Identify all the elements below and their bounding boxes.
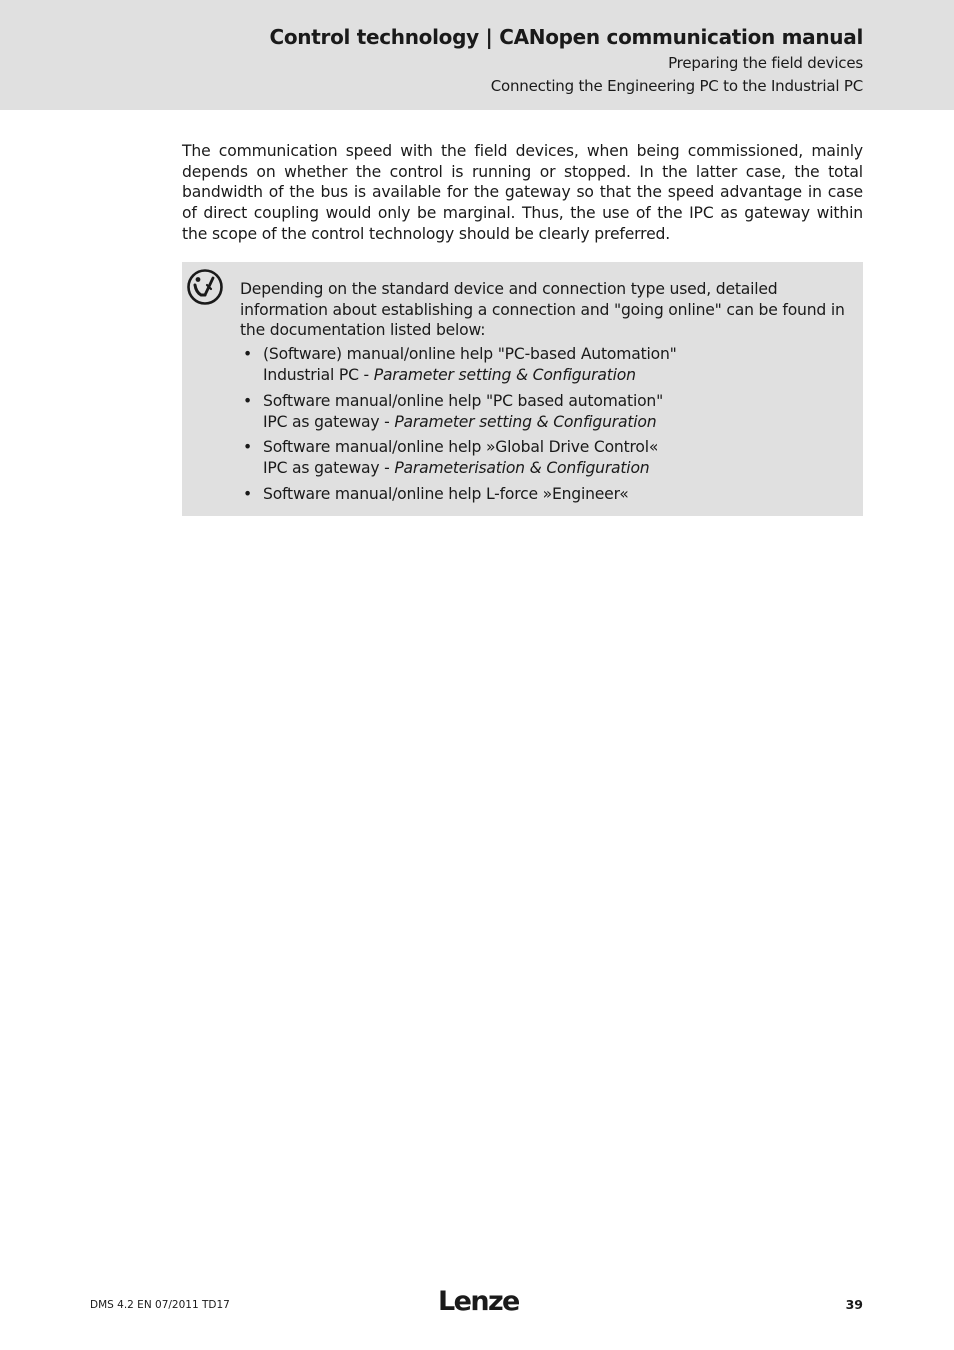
item-title: (Software) manual/online help "PC-based Automation": [263, 345, 677, 363]
list-item: [240, 344, 852, 386]
item-detail: IPC as gateway - Parameterisation & Configuration: [263, 459, 650, 477]
item-detail: IPC as gateway - Parameter setting & Configuration: [263, 412, 657, 431]
item-detail: Industrial PC - Parameter setting & Configuration: [263, 366, 636, 384]
bullet: •: [243, 438, 252, 456]
page-number: 39: [845, 1297, 863, 1312]
footer-document-id: DMS 4.2 EN 07/2011 TD17: [90, 1299, 230, 1311]
item-title: Software manual/online help »Global Drive Control«: [263, 438, 659, 456]
document-title: Control technology | CANopen communication manual: [269, 25, 863, 49]
list-item: [240, 391, 852, 433]
bullet: •: [243, 484, 252, 503]
item-title: Software manual/online help L-force »Engineer«: [263, 484, 629, 503]
page-header: [0, 0, 954, 110]
bullet: •: [243, 391, 252, 410]
subsection-title: Connecting the Engineering PC to the Industrial PC: [490, 77, 863, 95]
list-item: [240, 437, 852, 479]
item-title: Software manual/online help "PC based automation": [263, 391, 664, 410]
bullet: •: [243, 345, 252, 363]
section-title: Preparing the field devices: [668, 54, 863, 72]
list-item: [240, 484, 852, 505]
reference-list: [240, 344, 852, 509]
note-box: [182, 262, 863, 516]
lenze-logo: Lenze: [438, 1286, 519, 1317]
tip-icon: [186, 268, 224, 306]
body-paragraph: The communication speed with the field devices, when being commissioned, mainly depends on whether the control is running or stopped. In the latter case, the total bandwidth of the bus is available for the gateway so that the speed advantage in case of direct coupling would only be marginal. Thus, the use of the IPC as gateway within the scope of the control technology should be clearly preferred.: [182, 142, 863, 243]
note-intro: Depending on the standard device and connection type used, detailed information about establishing a connection and "going online" can be found in the documentation listed below:: [240, 280, 845, 340]
